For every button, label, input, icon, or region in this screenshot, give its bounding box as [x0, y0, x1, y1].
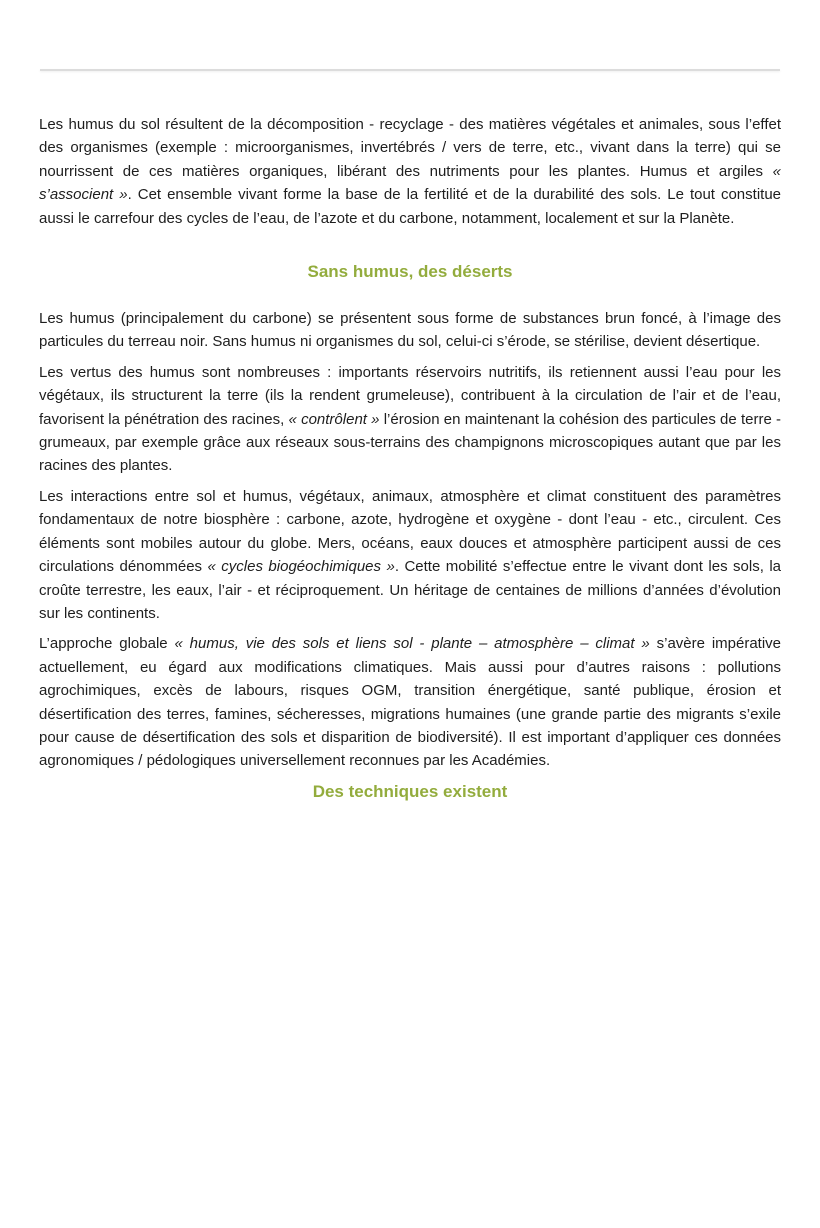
body-text: Les vertus des humus sont nombreuses : importants réservoirs nutritifs, ils retiennent aussi l’eau pour les végétaux, ils structurent la terre (ils la rendent grumeleuse), contribuent à la circulation de l’air et de l’eau, favorisent la pénétration des racines, [39, 363, 781, 428]
quoted-italic-text: « humus, vie des sols et liens sol - plante – atmosphère – climat » [174, 635, 650, 653]
body-text: Les interactions entre sol et humus, végétaux, animaux, atmosphère et climat constituent des paramètres fondamentaux de notre biosphère : carbone, azote, hydrogène et oxygène - dont l’eau - etc., circulent. Ces éléments sont mobiles autour du globe. Mers, océans, eaux douces et atmosphère participent aussi de ces circulations dénommées [39, 487, 781, 576]
paragraph [39, 113, 781, 230]
section-heading: Sans humus, des déserts [307, 262, 513, 282]
article-content [0, 71, 820, 803]
document-page [0, 69, 820, 803]
paragraph [39, 632, 781, 772]
paragraph [39, 361, 781, 478]
body-text: s’avère impérative actuellement, eu égard aux modifications climatiques. Mais aussi pour d’autres raisons : pollutions agrochimiques, excès de labours, risques OGM, transition énergétique, santé publique, érosion et désertification des terres, famines, sécheresses, migrations humaines (une grande partie des migrants s’exile pour cause de désertification des sols et disparition de biodiversité). Il est important d’appliquer ces données agronomiques / pédologiques universellement reconnues par les Académies. [39, 635, 782, 770]
paragraph [39, 307, 781, 354]
body-text: L’approche globale [39, 635, 175, 653]
body-text: Les humus du sol résultent de la décomposition - recyclage - des matières végétales et animales, sous l’effet des organismes (exemple : microorganismes, invertébrés / vers de terre, etc., vivant dans la terre) qui se nourrissent de ces matières organiques, libérant des nutriments pour les plantes. Humus et argiles [39, 116, 781, 180]
paragraph [39, 485, 781, 625]
body-text: Les humus (principalement du carbone) se présentent sous forme de substances brun foncé, à l’image des particules du terreau noir. Sans humus ni organismes du sol, celui-ci s’érode, se stérilise, devient désertique. [39, 310, 781, 351]
body-text: l’érosion en maintenant la cohésion des particules de terre - grumeaux, par exemple grâce aux réseaux sous-terrains des champignons microscopiques autant que par les racines des plantes. [39, 410, 781, 475]
quoted-italic-text: « s’associent » [39, 162, 781, 204]
body-text: . Cette mobilité s’effectue entre le vivant dont les sols, la croûte terrestre, les eaux, l’air - et réciproquement. Un héritage de centaines de millions d’années d’évolution sur les continents. [39, 558, 782, 622]
section-heading: Des techniques existent [312, 781, 508, 801]
quoted-italic-text: « contrôlent » [288, 410, 380, 428]
body-text: . Cet ensemble vivant forme la base de la fertilité et de la durabilité des sols. Le tout constitue aussi le carrefour des cycles de l’eau, de l’azote et du carbone, notamment, localement et sur la Planète. [39, 186, 782, 227]
quoted-italic-text: « cycles biogéochimiques » [207, 558, 395, 576]
